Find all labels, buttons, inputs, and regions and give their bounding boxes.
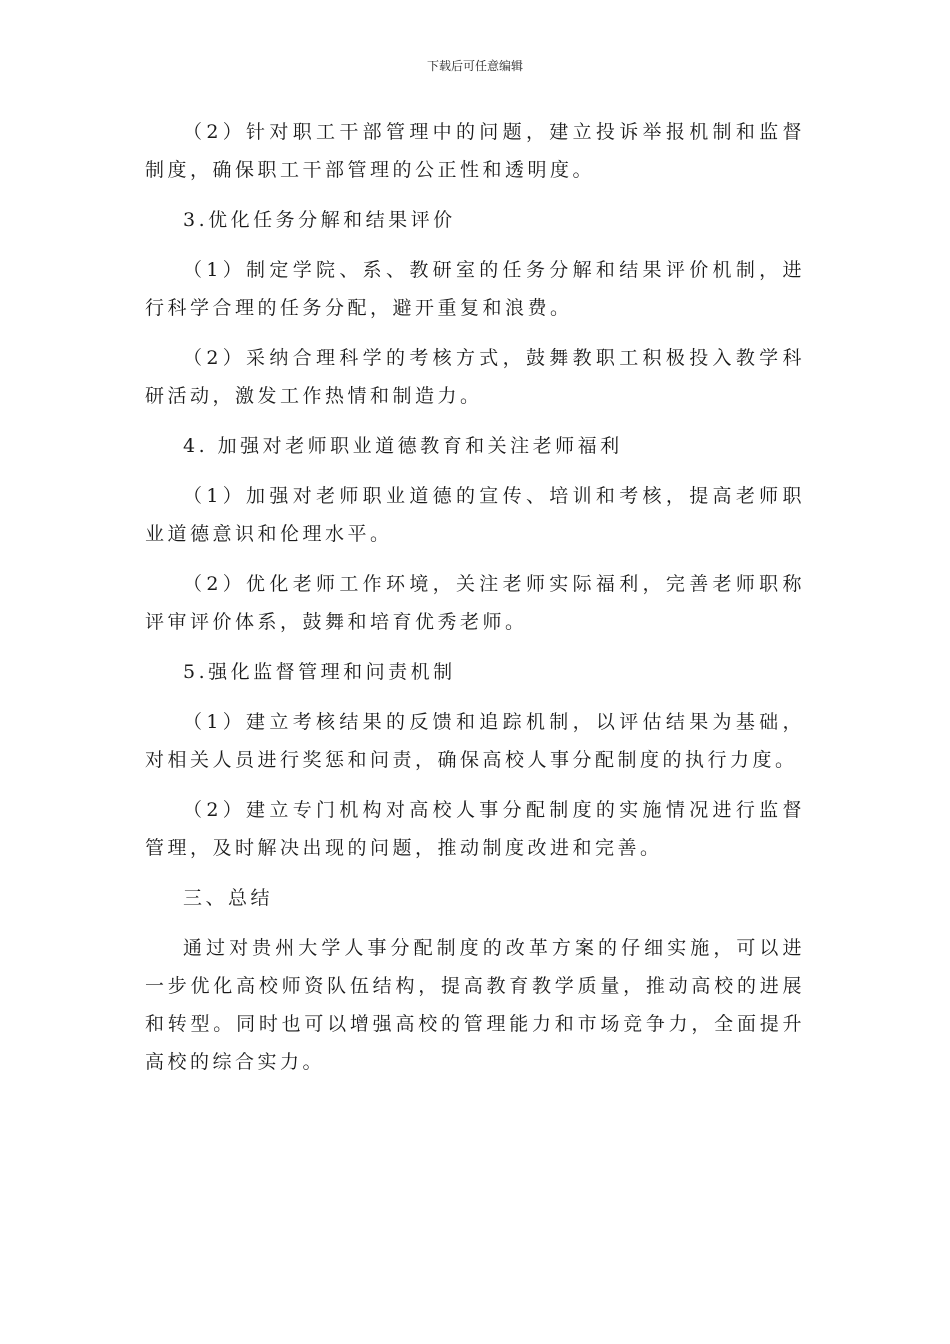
paragraph-4-2: （2）优化老师工作环境，关注老师实际福利，完善老师职称评审评价体系，鼓舞和培育优秀老师。 xyxy=(145,573,805,633)
paragraph-2-supervision: （2）针对职工干部管理中的问题，建立投诉举报机制和监督制度，确保职工干部管理的公正性和透明度。 xyxy=(145,121,805,181)
section-heading-4: 4. 加强对老师职业道德教育和关注老师福利 xyxy=(183,435,623,457)
section-heading-3: 3.优化任务分解和结果评价 xyxy=(183,209,456,231)
document-body xyxy=(145,113,805,1093)
page-header: 下载后可任意编辑 xyxy=(426,59,523,73)
section-heading-5: 5.强化监督管理和问责机制 xyxy=(183,661,456,683)
paragraph-5-1: （1）建立考核结果的反馈和追踪机制，以评估结果为基础，对相关人员进行奖惩和问责，确保高校人事分配制度的执行力度。 xyxy=(145,711,805,771)
paragraph-summary: 通过对贵州大学人事分配制度的改革方案的仔细实施，可以进一步优化高校师资队伍结构，提高教育教学质量，推动高校的进展和转型。同时也可以增强高校的管理能力和市场竞争力，全面提升高校的综合实力。 xyxy=(145,937,805,1073)
paragraph-5-2: （2）建立专门机构对高校人事分配制度的实施情况进行监督管理，及时解决出现的问题，推动制度改进和完善。 xyxy=(145,799,805,859)
paragraph-3-1: （1）制定学院、系、教研室的任务分解和结果评价机制，进行科学合理的任务分配，避开重复和浪费。 xyxy=(145,259,805,319)
section-heading-summary: 三、总结 xyxy=(183,887,274,909)
paragraph-3-2: （2）采纳合理科学的考核方式，鼓舞教职工积极投入教学科研活动，激发工作热情和制造力。 xyxy=(145,347,805,407)
paragraph-4-1: （1）加强对老师职业道德的宣传、培训和考核，提高老师职业道德意识和伦理水平。 xyxy=(145,485,805,545)
